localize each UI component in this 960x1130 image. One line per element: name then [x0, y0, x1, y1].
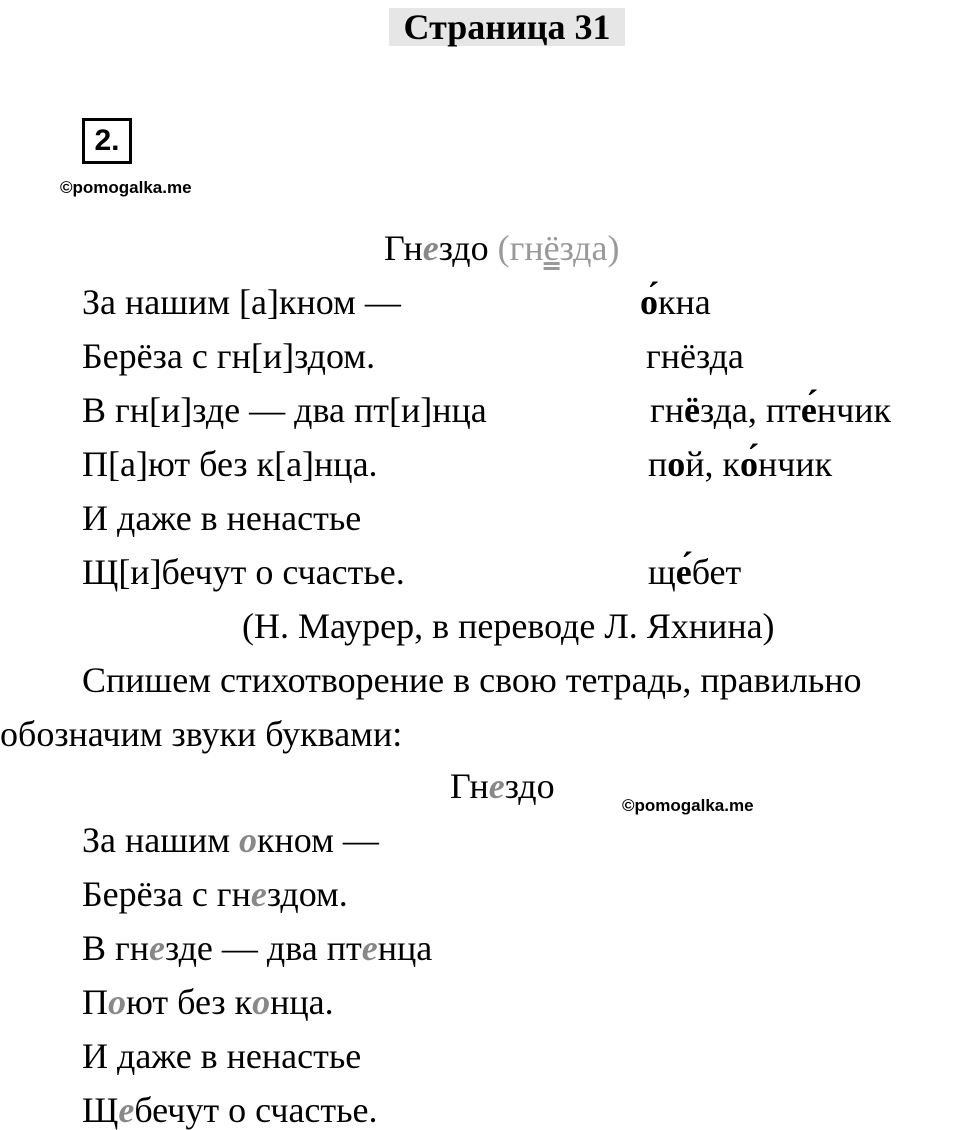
check-word: гнёзда, пте́нчик	[650, 390, 892, 430]
poem-line: За нашим [а]кном —	[82, 282, 401, 322]
poem-line: И даже в ненастье	[82, 498, 362, 538]
task-number: 2.	[82, 118, 132, 164]
instruction-line-1: Спишем стихотворение в свою тетрадь, правильно	[82, 660, 862, 700]
poem-title	[384, 228, 619, 268]
watermark: ©pomogalka.me	[60, 178, 192, 197]
poem-line: В гн[и]зде — два пт[и]нца	[82, 390, 487, 430]
answer-line: И даже в ненастье	[82, 1036, 362, 1076]
check-word: пой, ко́нчик	[648, 444, 833, 484]
instruction-line-2: обозначим звуки буквами:	[0, 714, 403, 754]
answer-line: Щебечут о счастье.	[82, 1090, 378, 1130]
poem-title-post: здо	[438, 228, 489, 268]
check-word: о́кна	[640, 282, 711, 322]
poem-line: Берёза с гн[и]здом.	[82, 336, 376, 376]
check-word: ще́бет	[648, 552, 742, 592]
poem-line: П[а]ют без к[а]нца.	[82, 444, 378, 484]
answer-line: Поют без конца.	[82, 982, 334, 1022]
poem-title-hint: (гнёзда)	[497, 228, 620, 268]
answer-line: В гнезде — два птенца	[82, 928, 433, 968]
poem-line: Щ[и]бечут о счастье.	[82, 552, 405, 592]
answer-title: Гнездо	[450, 766, 555, 806]
answer-line: За нашим окном —	[82, 820, 379, 860]
check-word: гнёзда	[646, 336, 744, 376]
poem-title-vowel: е	[422, 228, 439, 268]
poem-title-pre: Гн	[384, 228, 423, 268]
answer-line: Берёза с гнездом.	[82, 874, 348, 914]
watermark: ©pomogalka.me	[622, 796, 754, 815]
page-title: Страница 31	[389, 8, 625, 46]
attribution: (Н. Маурер, в переводе Л. Яхнина)	[242, 606, 775, 646]
